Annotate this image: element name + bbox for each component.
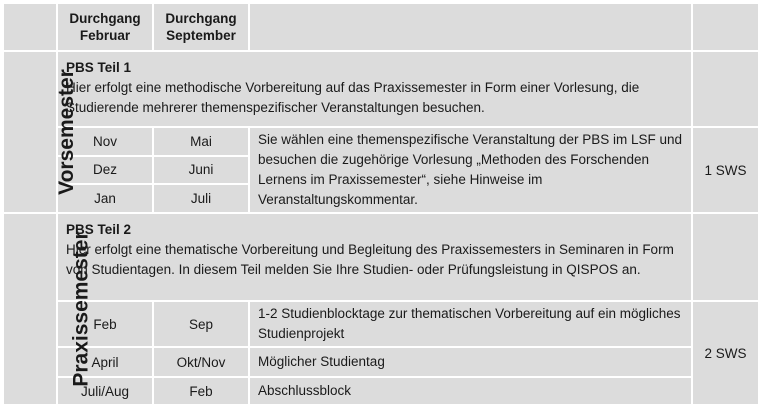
header-durchgang-september xyxy=(153,3,249,51)
header-blank-description xyxy=(249,3,692,51)
table-row xyxy=(3,127,759,156)
praxissemester-intro-text: Hier erfolgt eine thematische Vorbereitung und Begleitung des Praxissemesters in Seminaren in Form von Studientagen. In diesem Teil melden Sie Ihre Studien- oder Prüfungsleistung in QISPOS an. xyxy=(66,242,674,277)
header-durchgang-februar xyxy=(57,3,153,51)
vorsemester-intro xyxy=(57,51,692,127)
vorsemester-sws: 1 SWS xyxy=(692,127,759,213)
table-row xyxy=(3,301,759,347)
praxissemester-feb-cell: April xyxy=(57,347,153,377)
praxissemester-sws-blank xyxy=(692,213,759,301)
vorsemester-side-label xyxy=(3,51,78,213)
vorsemester-feb-cell: Nov xyxy=(57,127,153,156)
header-blank-sws xyxy=(692,3,759,51)
header-sep-line2: September xyxy=(166,28,236,43)
table-row xyxy=(3,347,759,377)
praxissemester-intro-row xyxy=(3,213,759,301)
vorsemester-side-text: Vorsemester xyxy=(54,69,78,195)
vorsemester-sws-blank xyxy=(692,51,759,127)
vorsemester-intro-row xyxy=(3,51,759,127)
header-sep-line1: Durchgang xyxy=(165,11,237,26)
praxissemester-side-label xyxy=(3,213,93,405)
table-row xyxy=(3,377,759,405)
praxissemester-sep-cell: Okt/Nov xyxy=(153,347,249,377)
vorsemester-sep-cell: Mai xyxy=(153,127,249,156)
vorsemester-description: Sie wählen eine themenspezifische Veranstaltung der PBS im LSF und besuchen die zugehörige Vorlesung „Methoden des Forschenden Lernens im Praxissemester“, siehe Hinweise im Veranstaltungskommentar. xyxy=(249,127,692,213)
praxissemester-feb-cell: Feb xyxy=(57,301,153,347)
praxissemester-feb-cell: Juli/Aug xyxy=(57,377,153,405)
header-feb-line2: Februar xyxy=(79,28,131,43)
vorsemester-feb-cell: Dez xyxy=(57,156,153,185)
vorsemester-title: PBS Teil 1 xyxy=(66,60,132,75)
praxissemester-sep-cell: Sep xyxy=(153,301,249,347)
praxissemester-title: PBS Teil 2 xyxy=(66,222,132,237)
schedule-table xyxy=(2,2,760,406)
vorsemester-intro-text: Hier erfolgt eine methodische Vorbereitung auf das Praxissemester in Form einer Vorlesung, die Studierende mehrerer themenspezifischer Veranstaltungen besuchen. xyxy=(66,80,640,115)
vorsemester-feb-cell: Jan xyxy=(57,184,153,213)
praxissemester-desc-cell: Möglicher Studientag xyxy=(249,347,692,377)
header-row xyxy=(3,3,759,51)
praxissemester-sws: 2 SWS xyxy=(692,301,759,405)
vorsemester-sep-cell: Juli xyxy=(153,184,249,213)
praxissemester-side-text: Praxissemester xyxy=(69,231,93,387)
praxissemester-intro xyxy=(57,213,692,301)
vorsemester-sep-cell: Juni xyxy=(153,156,249,185)
header-feb-line1: Durchgang xyxy=(69,11,141,26)
praxissemester-sep-cell: Feb xyxy=(153,377,249,405)
header-blank-left xyxy=(3,3,57,51)
praxissemester-desc-cell: 1-2 Studienblocktage zur thematischen Vorbereitung auf ein mögliches Studienprojekt xyxy=(249,301,692,347)
praxissemester-desc-cell: Abschlussblock xyxy=(249,377,692,405)
